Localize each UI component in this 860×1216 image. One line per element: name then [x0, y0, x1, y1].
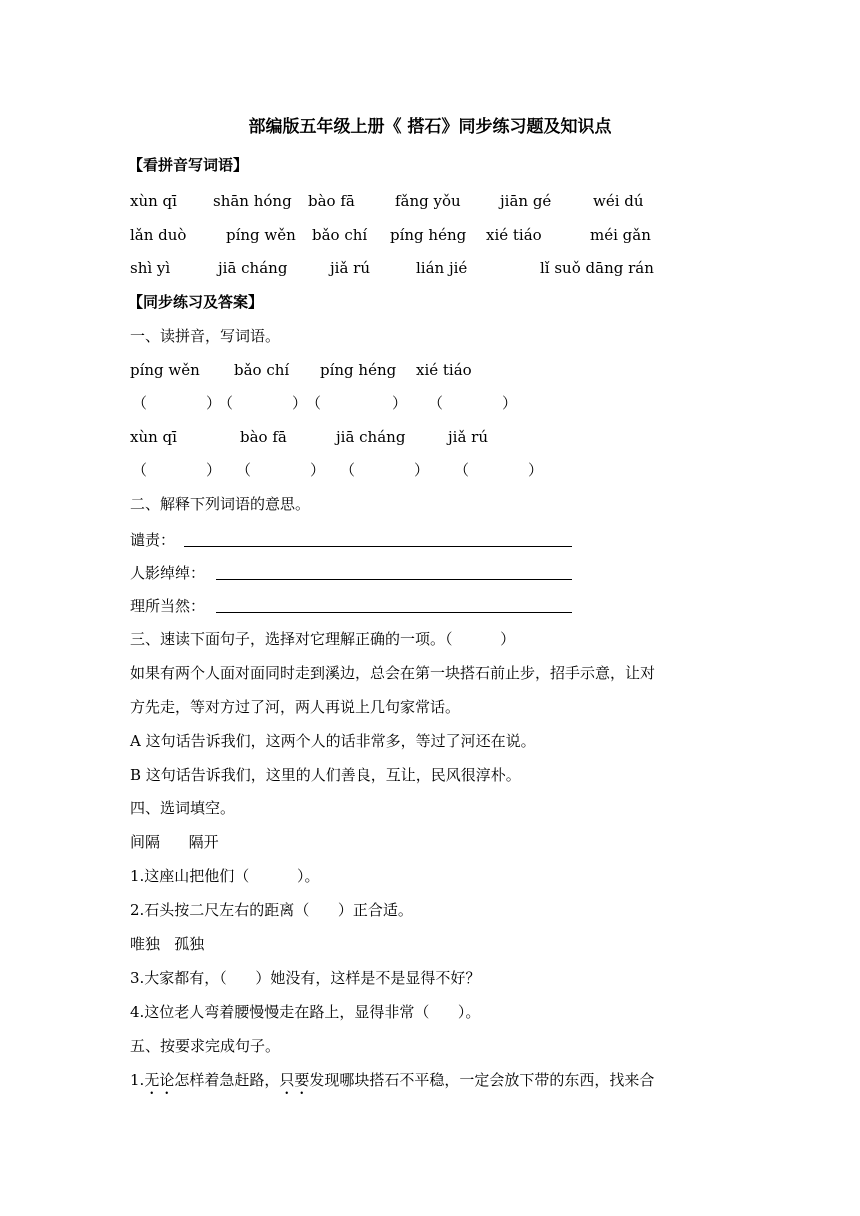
fill-sentence: 1.这座山把他们（ ）。 — [130, 867, 320, 885]
sentence-number: 1. — [130, 1071, 145, 1089]
passage-line: 如果有两个人面对面同时走到溪边，总会在第一块搭石前止步，招手示意，让对 — [130, 664, 656, 682]
sentence-text: 怎样着急赶路， — [174, 1071, 280, 1089]
pinyin-word: méi gǎn — [590, 226, 651, 244]
pinyin-word: jiān gé — [500, 192, 552, 210]
question-4-title: 四、选词填空。 — [130, 799, 236, 817]
pinyin-word: jiǎ rú — [448, 428, 488, 446]
pinyin-word: lǎn duò — [130, 226, 187, 244]
answer-blank-close: ） — [310, 461, 326, 479]
pinyin-word: bào fā — [308, 192, 355, 210]
answer-blank-open: （ — [340, 461, 356, 479]
fill-sentence: 4.这位老人弯着腰慢慢走在路上，显得非常（ ）。 — [130, 1003, 481, 1021]
pinyin-word: píng wěn — [130, 361, 200, 379]
pinyin-word: jiā cháng — [336, 428, 406, 446]
sentence-text: 发现哪块搭石不平稳，一定会放下带的东西，找来合 — [309, 1071, 655, 1089]
question-1-title: 一、读拼音，写词语。 — [130, 327, 281, 345]
definition-answer-line — [216, 579, 572, 580]
fill-sentence: 2.石头按二尺左右的距离（ ）正合适。 — [130, 901, 413, 919]
pinyin-word: bào fā — [240, 428, 287, 446]
emphasized-word: 无论 — [144, 1071, 175, 1089]
pinyin-word: shān hóng — [213, 192, 292, 210]
pinyin-word: píng wěn — [226, 226, 296, 244]
answer-blank-open: （ — [218, 394, 234, 412]
document-title: 部编版五年级上册《 搭石》同步练习题及知识点 — [248, 117, 612, 137]
pinyin-word: xié tiáo — [416, 361, 472, 379]
emphasized-word: 只要 — [279, 1071, 310, 1089]
pinyin-word: lǐ suǒ dāng rán — [540, 259, 654, 277]
passage-line: 方先走，等对方过了河，两人再说上几句家常话。 — [130, 698, 461, 716]
pinyin-word: píng héng — [390, 226, 467, 244]
pinyin-word: lián jié — [416, 259, 468, 277]
option-a: A 这句话告诉我们，这两个人的话非常多，等过了河还在说。 — [130, 732, 536, 750]
definition-answer-line — [216, 612, 572, 613]
answer-blank-close: ） — [528, 461, 544, 479]
sentence-task — [130, 1070, 654, 1098]
pinyin-word: bǎo chí — [234, 361, 290, 379]
pinyin-word: bǎo chí — [312, 226, 368, 244]
answer-blank-open: （ — [132, 394, 148, 412]
definition-label-qianze: 谴责： — [130, 531, 176, 549]
option-b: B 这句话告诉我们，这里的人们善良，互让，民风很淳朴。 — [130, 766, 521, 784]
definition-label-renying: 人影绰绰： — [130, 564, 206, 582]
question-2-title: 二、解释下列词语的意思。 — [130, 495, 311, 513]
definition-label-lisuo: 理所当然： — [130, 597, 206, 615]
pinyin-word: píng héng — [320, 361, 397, 379]
question-5-title: 五、按要求完成句子。 — [130, 1037, 281, 1055]
section-heading-practice: 【同步练习及答案】 — [128, 293, 264, 311]
answer-blank-open: （ — [428, 394, 444, 412]
pinyin-word: shì yì — [130, 259, 171, 277]
answer-blank-open: （ — [236, 461, 252, 479]
pinyin-word: jiǎ rú — [330, 259, 370, 277]
answer-blank-close: ） — [206, 461, 222, 479]
answer-blank-open: （ — [132, 461, 148, 479]
pinyin-word: xié tiáo — [486, 226, 542, 244]
pinyin-word: xùn qī — [130, 428, 177, 446]
pinyin-word: fǎng yǒu — [395, 192, 461, 210]
section-heading-pinyin: 【看拼音写词语】 — [128, 156, 249, 174]
word-choice-pair: 唯独 孤独 — [130, 935, 205, 953]
pinyin-word: xùn qī — [130, 192, 177, 210]
definition-answer-line — [184, 546, 572, 547]
answer-blank-close: ） — [502, 394, 518, 412]
answer-blank-close: ） — [292, 394, 308, 412]
question-3-title: 三、速读下面句子，选择对它理解正确的一项。（ ） — [130, 630, 516, 648]
pinyin-word: jiā cháng — [218, 259, 288, 277]
answer-blank-close: ） — [414, 461, 430, 479]
pinyin-word: wéi dú — [593, 192, 644, 210]
answer-blank-close: ） — [392, 394, 408, 412]
fill-sentence: 3.大家都有，（ ）她没有，这样是不是显得不好？ — [130, 969, 481, 987]
answer-blank-open: （ — [306, 394, 322, 412]
answer-blank-open: （ — [454, 461, 470, 479]
word-choice-pair: 间隔 隔开 — [130, 833, 219, 851]
answer-blank-close: ） — [206, 394, 222, 412]
